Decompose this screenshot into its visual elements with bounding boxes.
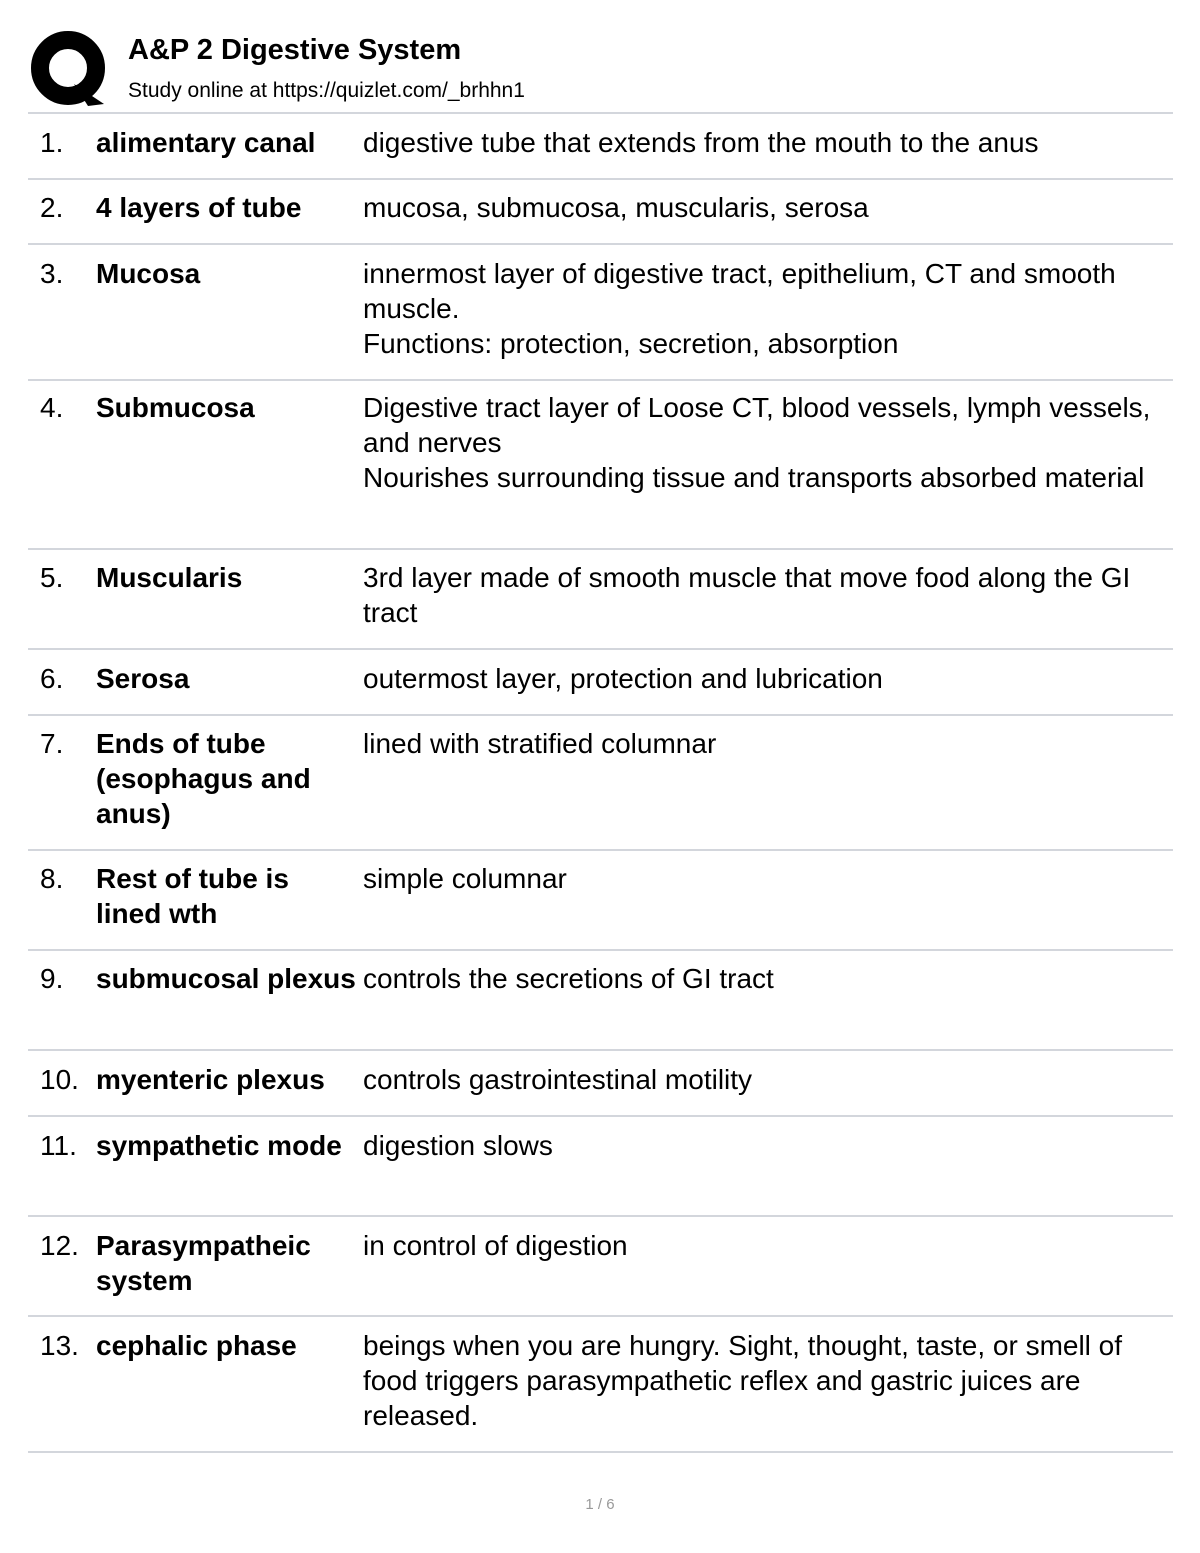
- card-definition: [363, 726, 1163, 761]
- card-definition: [363, 256, 1163, 361]
- page-header: [30, 28, 1175, 110]
- study-link-text: Study online at https://quizlet.com/_brhhn1: [128, 79, 525, 102]
- card-number: 11.: [40, 1130, 77, 1161]
- card-term: Ends of tube (esophagus and anus): [96, 728, 311, 829]
- card-term: myenteric plexus: [96, 1064, 325, 1095]
- card-term: Submucosa: [96, 392, 255, 423]
- definition-paragraph: digestive tube that extends from the mouth to the anus: [363, 127, 1039, 158]
- card-number: 3.: [40, 258, 64, 289]
- page-title: A&P 2 Digestive System: [128, 34, 462, 66]
- page-indicator: 1 / 6: [585, 1496, 615, 1513]
- definition-paragraph: beings when you are hungry. Sight, thought, taste, or smell of food triggers parasympathetic reflex and gastric juices are released.: [363, 1330, 1130, 1431]
- card-term: sympathetic mode: [96, 1130, 342, 1161]
- card-term: Muscularis: [96, 562, 243, 593]
- card-definition: [363, 1062, 1163, 1097]
- card-definition: [363, 1128, 1163, 1163]
- divider: [28, 243, 1173, 245]
- divider: [28, 112, 1173, 114]
- definition-paragraph: Functions: protection, secretion, absorption: [363, 328, 899, 359]
- card-term: alimentary canal: [96, 127, 316, 158]
- card-number: 6.: [40, 663, 64, 694]
- definition-paragraph: 3rd layer made of smooth muscle that move food along the GI tract: [363, 562, 1139, 628]
- card-number: 8.: [40, 863, 64, 894]
- card-number: 9.: [40, 963, 64, 994]
- divider: [28, 178, 1173, 180]
- divider: [28, 1049, 1173, 1051]
- card-term: Serosa: [96, 663, 190, 694]
- divider: [28, 949, 1173, 951]
- definition-paragraph: in control of digestion: [363, 1230, 628, 1261]
- divider: [28, 1215, 1173, 1217]
- definition-paragraph: innermost layer of digestive tract, epithelium, CT and smooth muscle.: [363, 258, 1124, 324]
- card-definition: [363, 1228, 1163, 1263]
- definition-paragraph: simple columnar: [363, 863, 567, 894]
- card-term: Parasympatheic system: [96, 1230, 311, 1296]
- definition-paragraph: controls the secretions of GI tract: [363, 963, 774, 994]
- divider: [28, 1451, 1173, 1453]
- card-term: Rest of tube is lined wth: [96, 863, 289, 929]
- card-number: 13.: [40, 1330, 79, 1361]
- divider: [28, 1315, 1173, 1317]
- definition-paragraph: digestion slows: [363, 1130, 553, 1161]
- divider: [28, 1115, 1173, 1117]
- divider: [28, 379, 1173, 381]
- card-number: 1.: [40, 127, 64, 158]
- card-definition: [363, 560, 1163, 630]
- definition-paragraph: outermost layer, protection and lubrication: [363, 663, 883, 694]
- definition-paragraph: Digestive tract layer of Loose CT, blood vessels, lymph vessels, and nerves: [363, 392, 1159, 458]
- quizlet-q-logo-icon: [30, 30, 110, 110]
- divider: [28, 648, 1173, 650]
- card-definition: [363, 961, 1163, 996]
- card-definition: [363, 190, 1163, 225]
- card-number: 5.: [40, 562, 64, 593]
- card-number: 2.: [40, 192, 64, 223]
- definition-paragraph: Nourishes surrounding tissue and transports absorbed material: [363, 462, 1145, 493]
- definition-paragraph: mucosa, submucosa, muscularis, serosa: [363, 192, 869, 223]
- card-number: 10.: [40, 1064, 79, 1095]
- divider: [28, 714, 1173, 716]
- card-term: cephalic phase: [96, 1330, 297, 1361]
- card-definition: [363, 125, 1163, 160]
- card-term: 4 layers of tube: [96, 192, 302, 223]
- definition-paragraph: lined with stratified columnar: [363, 728, 717, 759]
- card-number: 12.: [40, 1230, 79, 1261]
- card-definition: [363, 861, 1163, 896]
- card-number: 7.: [40, 728, 64, 759]
- divider: [28, 849, 1173, 851]
- card-number: 4.: [40, 392, 64, 423]
- card-definition: [363, 390, 1163, 495]
- card-definition: [363, 1328, 1163, 1433]
- card-definition: [363, 661, 1163, 696]
- definition-paragraph: controls gastrointestinal motility: [363, 1064, 753, 1095]
- card-term: Mucosa: [96, 258, 201, 289]
- divider: [28, 548, 1173, 550]
- card-term: submucosal plexus: [96, 963, 356, 994]
